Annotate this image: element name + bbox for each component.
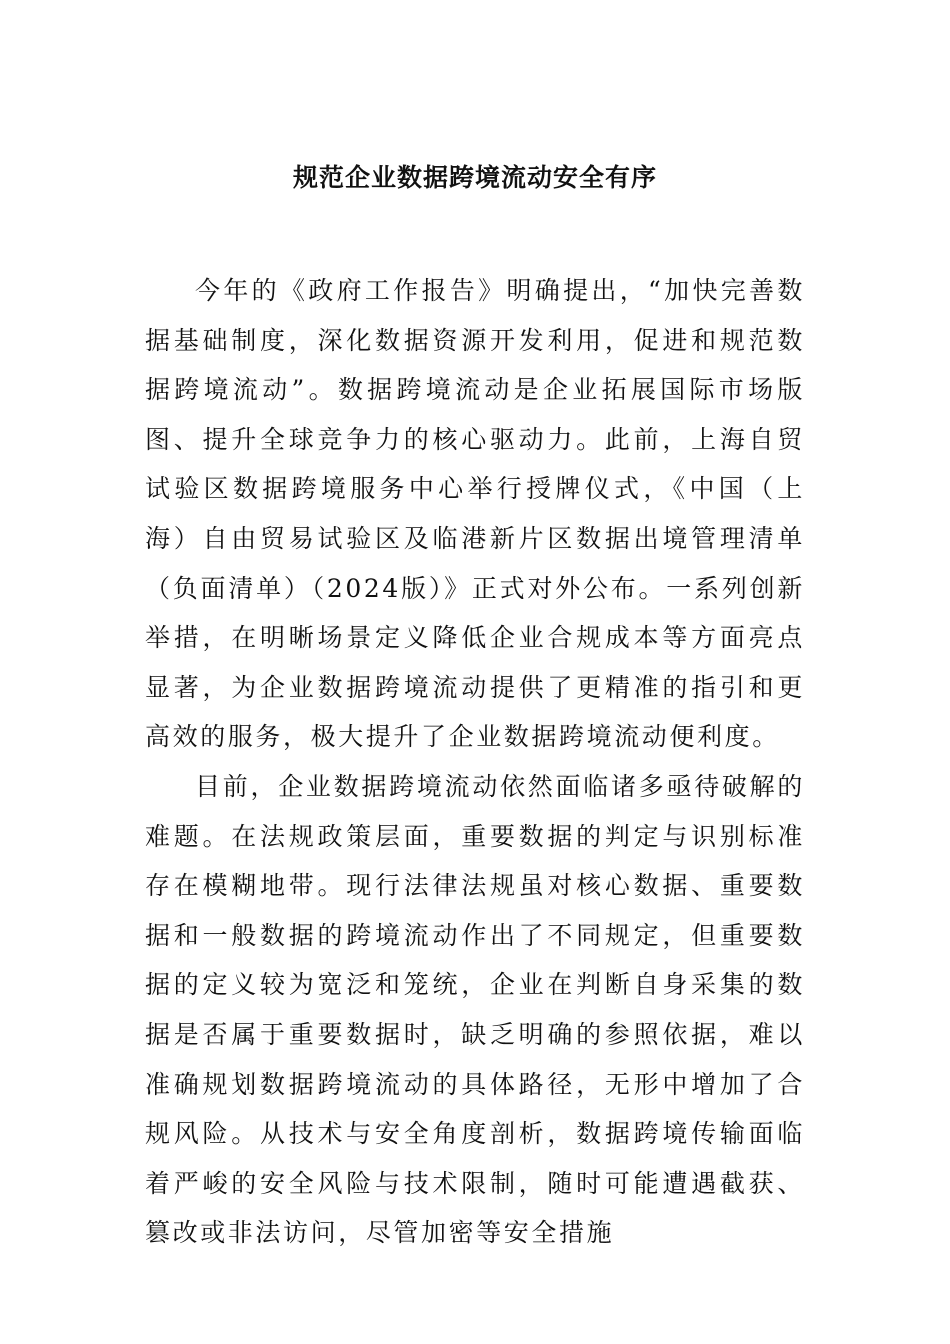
document-body bbox=[145, 266, 805, 1258]
paragraph-1: 今年的《政府工作报告》明确提出，“加快完善数据基础制度，深化数据资源开发利用，促进和规范数据跨境流动”。数据跨境流动是企业拓展国际市场版图、提升全球竞争力的核心驱动力。此前，上海自贸试验区数据跨境服务中心举行授牌仪式，《中国（上海）自由贸易试验区及临港新片区数据出境管理清单（负面清单）（2024版）》正式对外公布。一系列创新举措，在明晰场景定义降低企业合规成本等方面亮点显著，为企业数据跨境流动提供了更精准的指引和更高效的服务，极大提升了企业数据跨境流动便利度。 bbox=[145, 276, 805, 752]
paragraph-2: 目前，企业数据跨境流动依然面临诸多亟待破解的难题。在法规政策层面，重要数据的判定与识别标准存在模糊地带。现行法律法规虽对核心数据、重要数据和一般数据的跨境流动作出了不同规定，但重要数据的定义较为宽泛和笼统，企业在判断自身采集的数据是否属于重要数据时，缺乏明确的参照依据，难以准确规划数据跨境流动的具体路径，无形中增加了合规风险。从技术与安全角度剖析，数据跨境传输面临着严峻的安全风险与技术限制，随时可能遭遇截获、篡改或非法访问，尽管加密等安全措施 bbox=[145, 771, 805, 1248]
document-title: 规范企业数据跨境流动安全有序 bbox=[292, 163, 657, 192]
